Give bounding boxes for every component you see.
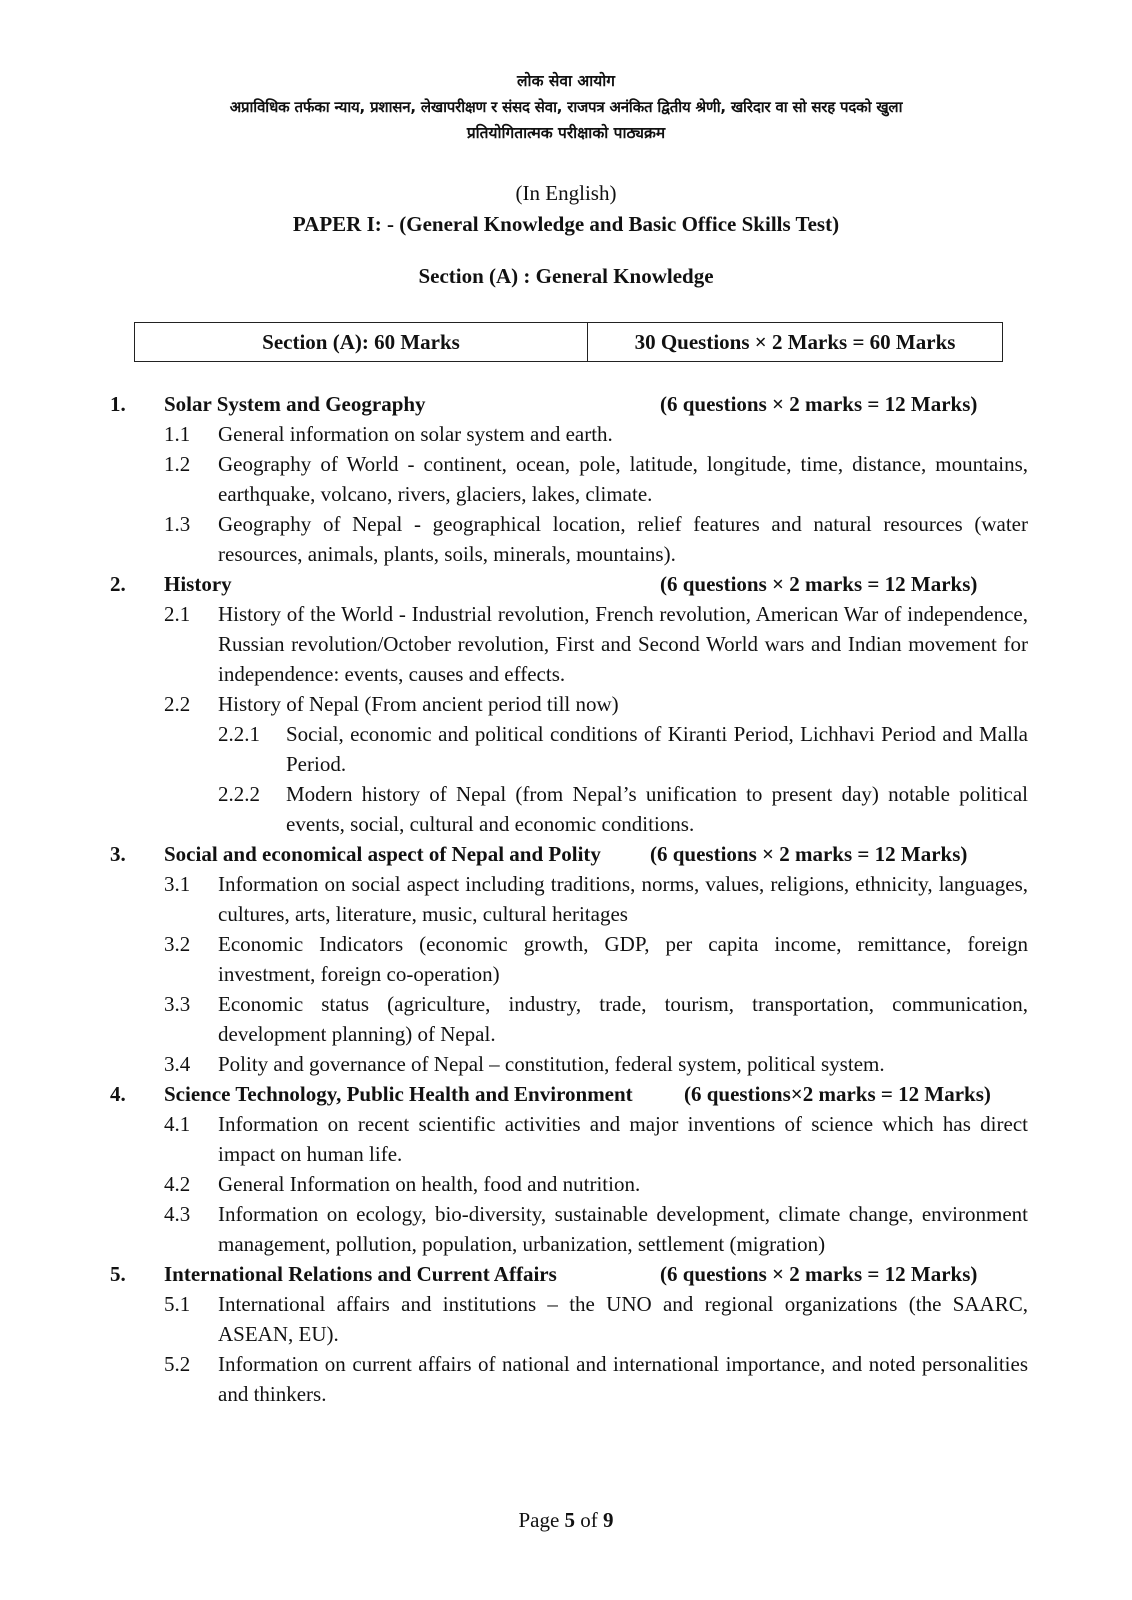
syllabus-subitem	[218, 779, 1028, 839]
section-heading-title: Social and economical aspect of Nepal and Polity	[164, 842, 601, 866]
section-marks: (6 questions × 2 marks = 12 Marks)	[660, 572, 978, 596]
header-line-2: अप्राविधिक तर्फका न्याय, प्रशासन, लेखापरीक्षण र संसद सेवा, राजपत्र अनंकित द्वितीय श्रेणी, खरिदार वा सो सरह पदको खुला	[229, 98, 903, 116]
item-text: General information on solar system and earth.	[218, 422, 613, 446]
syllabus-item	[164, 419, 1028, 449]
marks-table-row	[135, 323, 1003, 362]
syllabus-item	[164, 1199, 1028, 1259]
syllabus-item	[164, 1349, 1028, 1409]
item-text: History of Nepal (From ancient period till now)	[218, 692, 619, 716]
item-number: 2.2	[164, 692, 191, 716]
item-number: 2.1	[164, 602, 191, 626]
item-number: 3.4	[164, 1052, 191, 1076]
current-page-number: 5	[564, 1508, 576, 1532]
section-number: 3.	[110, 842, 126, 866]
section-marks: (6 questions×2 marks = 12 Marks)	[684, 1082, 991, 1106]
syllabus-item	[164, 1169, 1028, 1199]
marks-table-right-cell: 30 Questions × 2 Marks = 60 Marks	[588, 323, 1003, 362]
section-heading	[0, 839, 1132, 869]
item-text: Information on ecology, bio-diversity, sustainable development, climate change, environment management, pollution, population, urbanization, settlement (migration)	[218, 1202, 1028, 1256]
header-line-3: प्रतियोगितात्मक परीक्षाको पाठ्यक्रम	[466, 124, 666, 142]
item-number: 3.1	[164, 872, 191, 896]
syllabus-item	[164, 1289, 1028, 1349]
section-marks: (6 questions × 2 marks = 12 Marks)	[650, 842, 968, 866]
item-text: Information on recent scientific activities and major inventions of science which has direct impact on human life.	[218, 1112, 1028, 1166]
section-number: 4.	[110, 1082, 126, 1106]
item-number: 1.3	[164, 512, 191, 536]
total-pages-number: 9	[603, 1508, 614, 1532]
section-heading-title: International Relations and Current Affairs	[164, 1262, 557, 1286]
syllabus-item	[164, 689, 1028, 719]
syllabus-item	[164, 1049, 1028, 1079]
syllabus-subitem	[218, 719, 1028, 779]
paper-title: PAPER I: - (General Knowledge and Basic Office Skills Test)	[292, 212, 840, 236]
item-text: Geography of Nepal - geographical location, relief features and natural resources (water resources, animals, plants, soils, minerals, mountains).	[218, 512, 1028, 566]
page-label: Page	[518, 1508, 565, 1532]
syllabus-item	[164, 869, 1028, 929]
syllabus-content	[0, 389, 1132, 1409]
item-text: Economic Indicators (economic growth, GDP, per capita income, remittance, foreign investment, foreign co-operation)	[218, 932, 1028, 986]
item-text: Information on social aspect including traditions, norms, values, religions, ethnicity, languages, cultures, arts, literature, music, cultural heritages	[218, 872, 1028, 926]
syllabus-item	[164, 929, 1028, 989]
item-text: Economic status (agriculture, industry, trade, tourism, transportation, communication, development planning) of Nepal.	[218, 992, 1028, 1046]
syllabus-item	[164, 449, 1028, 509]
section-heading	[0, 389, 1132, 419]
section-marks: (6 questions × 2 marks = 12 Marks)	[660, 392, 978, 416]
marks-table-left-cell: Section (A): 60 Marks	[135, 323, 588, 362]
item-number: 3.2	[164, 932, 191, 956]
syllabus-item	[164, 509, 1028, 569]
section-heading-title: Solar System and Geography	[164, 392, 426, 416]
syllabus-item	[164, 599, 1028, 689]
header-line-1: लोक सेवा आयोग	[517, 72, 615, 90]
item-number: 1.1	[164, 422, 191, 446]
item-text: History of the World - Industrial revolution, French revolution, American War of independence, Russian revolution/October revolution, First and Second World wars and Indian movement for independence: events, causes and effects.	[218, 602, 1028, 686]
section-marks: (6 questions × 2 marks = 12 Marks)	[660, 1262, 978, 1286]
subitem-text: Modern history of Nepal (from Nepal’s unification to present day) notable political events, social, cultural and economic conditions.	[286, 782, 1028, 836]
subitem-text: Social, economic and political conditions of Kiranti Period, Lichhavi Period and Malla Period.	[286, 722, 1028, 776]
section-number: 5.	[110, 1262, 126, 1286]
language-note: (In English)	[515, 181, 617, 205]
item-number: 4.1	[164, 1112, 191, 1136]
document-header	[0, 68, 1132, 146]
item-number: 4.3	[164, 1202, 191, 1226]
item-text: International affairs and institutions – the UNO and regional organizations (the SAARC, ASEAN, EU).	[218, 1292, 1028, 1346]
subitem-number: 2.2.2	[218, 782, 260, 806]
item-number: 3.3	[164, 992, 191, 1016]
page-footer	[0, 1508, 1132, 1533]
subitem-number: 2.2.1	[218, 722, 260, 746]
section-heading-title: History	[164, 572, 232, 596]
item-text: Information on current affairs of national and international importance, and noted personalities and thinkers.	[218, 1352, 1028, 1406]
item-number: 4.2	[164, 1172, 191, 1196]
section-heading	[0, 1259, 1132, 1289]
page-of-label: of	[575, 1508, 604, 1532]
item-text: General Information on health, food and nutrition.	[218, 1172, 641, 1196]
section-number: 2.	[110, 572, 126, 596]
section-title: Section (A) : General Knowledge	[418, 264, 714, 288]
item-text: Geography of World - continent, ocean, pole, latitude, longitude, time, distance, mountains, earthquake, volcano, rivers, glaciers, lakes, climate.	[218, 452, 1028, 506]
item-number: 5.1	[164, 1292, 191, 1316]
syllabus-item	[164, 989, 1028, 1049]
item-text: Polity and governance of Nepal – constitution, federal system, political system.	[218, 1052, 885, 1076]
section-number: 1.	[110, 392, 126, 416]
syllabus-item	[164, 1109, 1028, 1169]
item-number: 5.2	[164, 1352, 191, 1376]
item-number: 1.2	[164, 452, 191, 476]
section-heading	[0, 569, 1132, 599]
section-heading	[0, 1079, 1132, 1109]
section-heading-title: Science Technology, Public Health and Environment	[164, 1082, 633, 1106]
marks-table	[134, 322, 1003, 362]
